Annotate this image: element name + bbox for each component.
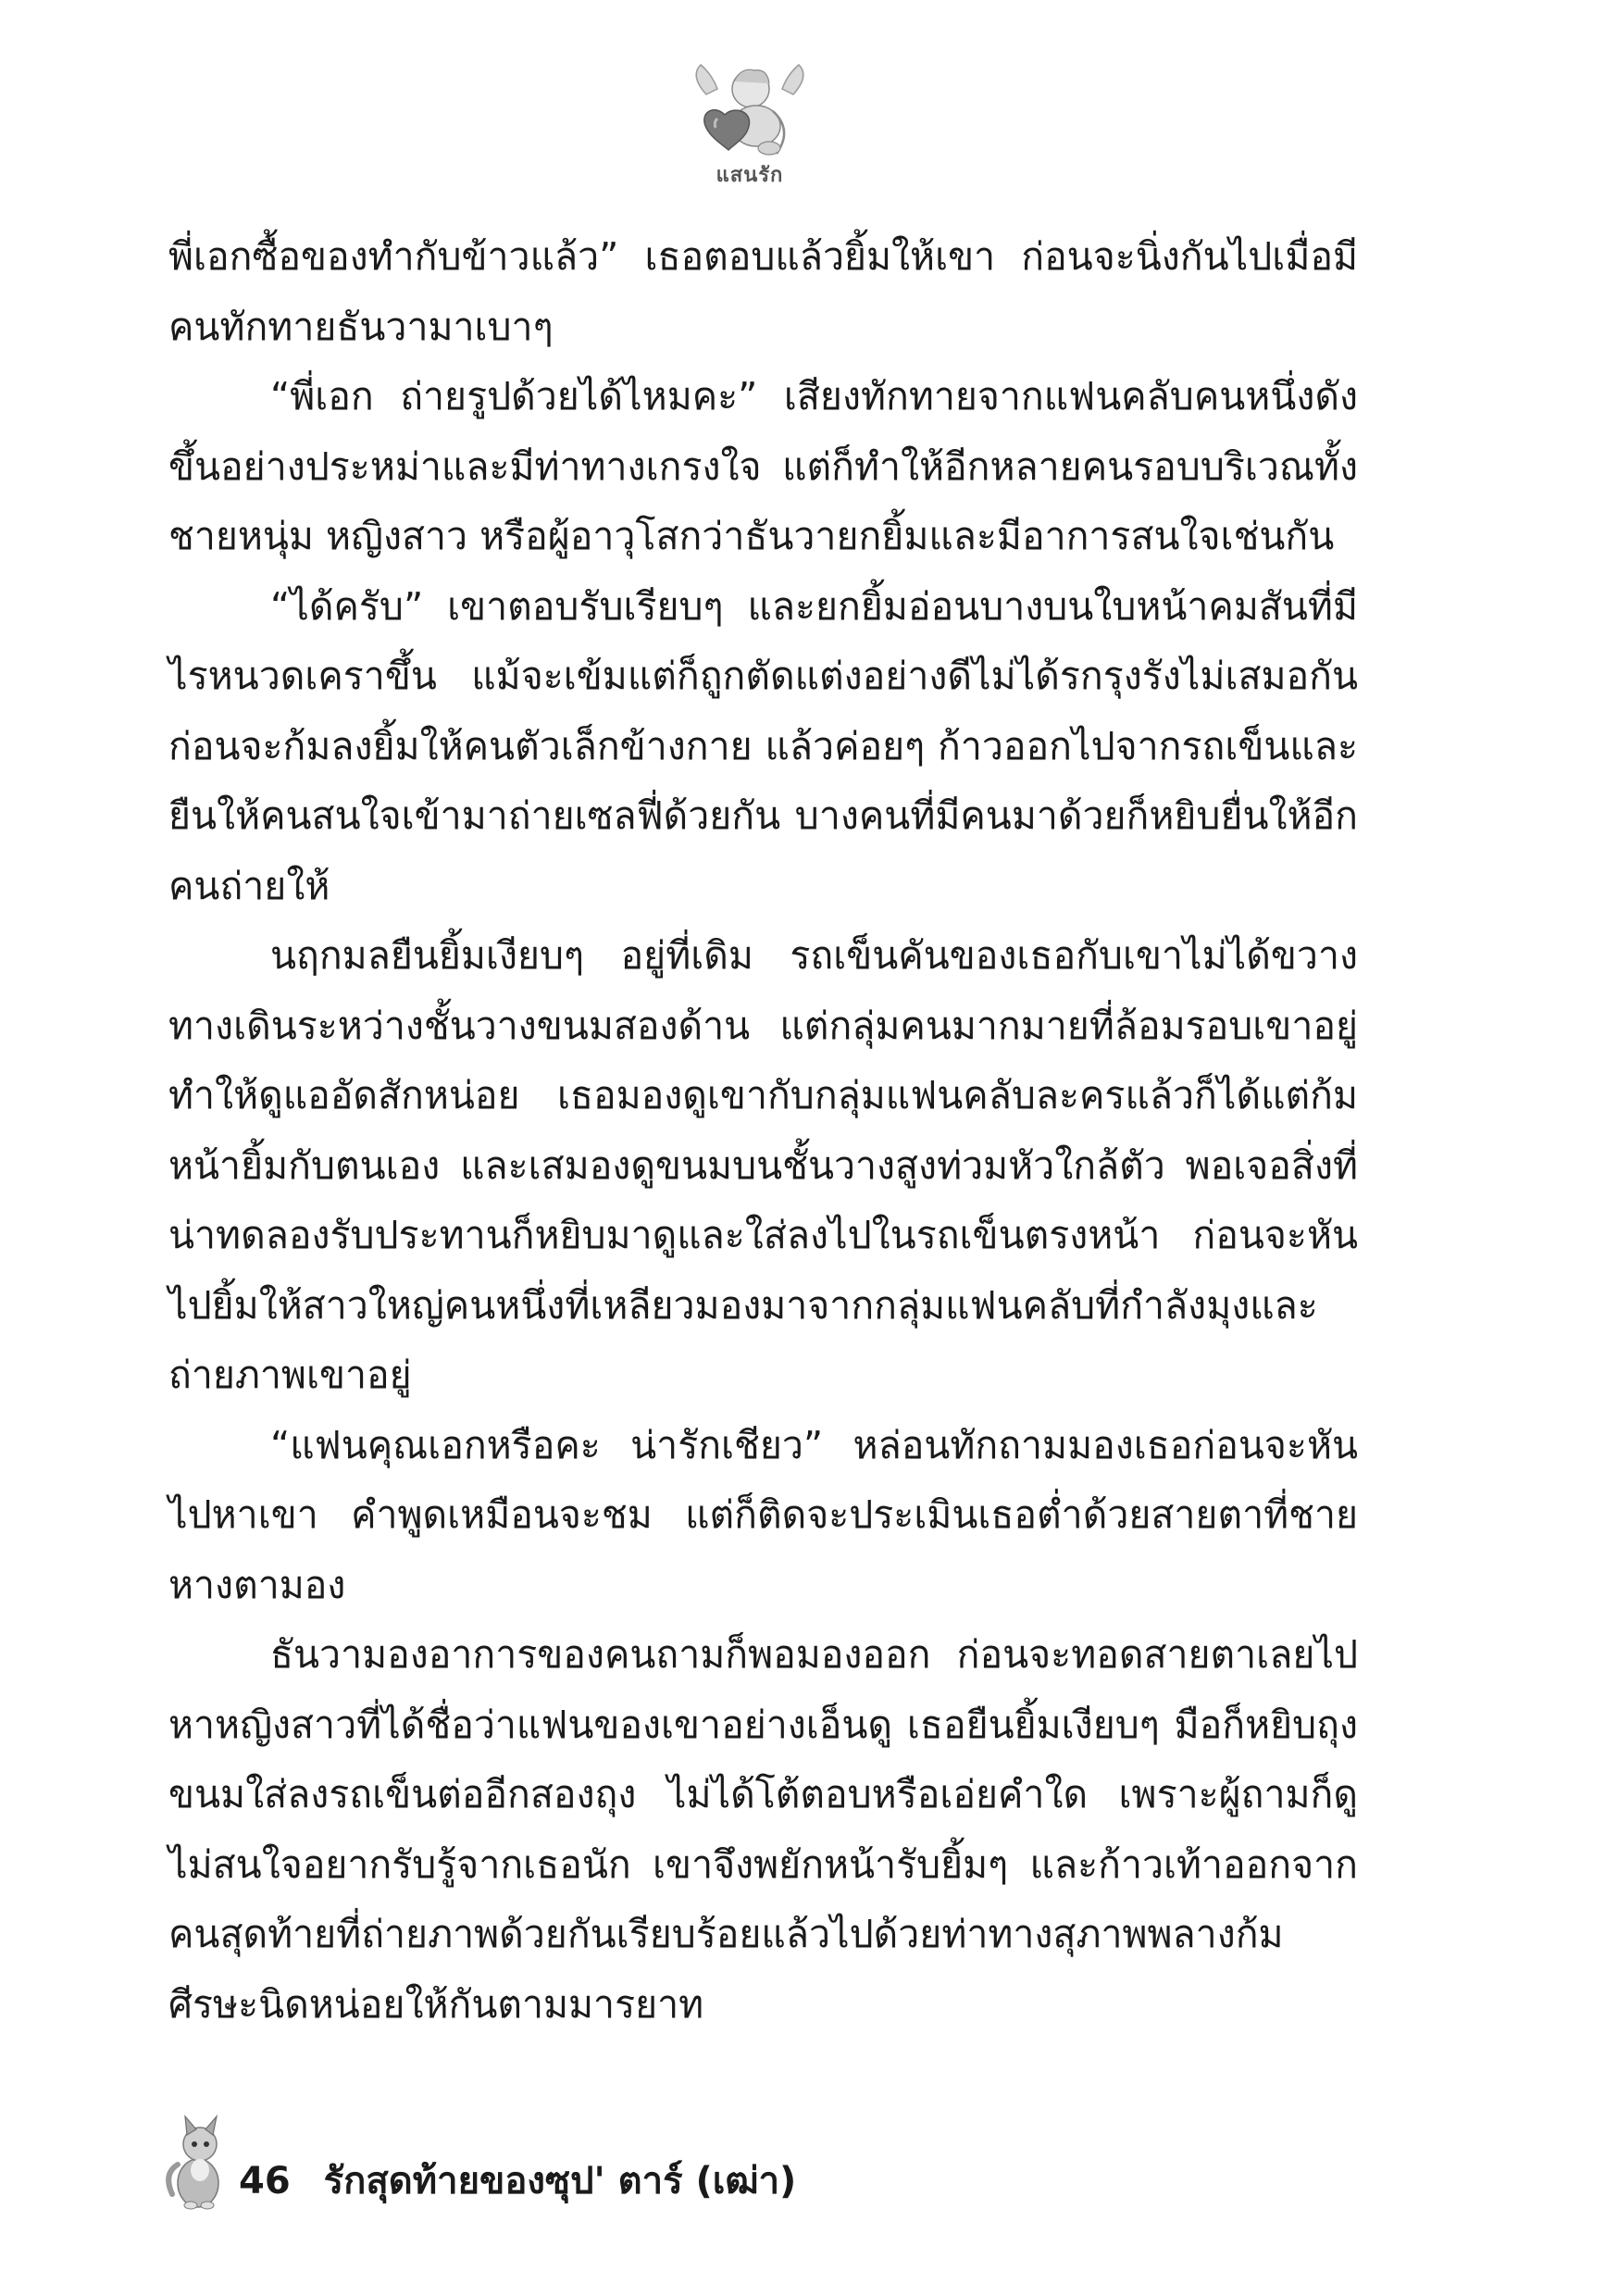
paragraph: ธันวามองอาการของคนถามก็พอมองออก ก่อนจะทอดสายตาเลยไปหาหญิงสาวที่ได้ชื่อว่าแฟนของเขาอย่างเอ็นดู เธอยืนยิ้มเงียบๆ มือก็หยิบถุงขนมใส่ลงรถเข็นต่ออีกสองถุง ไม่ได้โต้ตอบหรือเอ่ยคำใด เพราะผู้ถามก็ดูไม่สนใจอยากรับรู้จากเธอนัก เขาจึงพยักหน้ารับยิ้มๆ และก้าวเท้าออกจากคนสุดท้ายที่ถ่ายภาพด้วยกันเรียบร้อยแล้วไปด้วยท่าทางสุภาพพลางก้มศีรษะนิดหน่อยให้กันตามมารยาท [168, 1632, 1358, 2027]
paragraph: “พี่เอก ถ่ายรูปด้วยได้ไหมคะ” เสียงทักทายจากแฟนคลับคนหนึ่งดังขึ้นอย่างประหม่าและมีท่าทางเกรงใจ แต่ก็ทำให้อีกหลายคนรอบบริเวณทั้งชายหนุ่ม หญิงสาว หรือผู้อาวุโสกว่าธันวายกยิ้มและมีอาการสนใจเช่นกัน [168, 374, 1358, 558]
paragraph: นฤกมลยืนยิ้มเงียบๆ อยู่ที่เดิม รถเข็นคันของเธอกับเขาไม่ได้ขวางทางเดินระหว่างชั้นวางขนมสองด้าน แต่กลุ่มคนมากมายที่ล้อมรอบเขาอยู่ทำให้ดูแออัดสักหน่อย เธอมองดูเขากับกลุ่มแฟนคลับละครแล้วก็ได้แต่ก้มหน้ายิ้มกับตนเอง และเสมองดูขนมบนชั้นวางสูงท่วมหัวใกล้ตัว พอเจอสิ่งที่น่าทดลองรับประทานก็หยิบมาดูและใส่ลงไปในรถเข็นตรงหน้า ก่อนจะหันไปยิ้มให้สาวใหญ่คนหนึ่งที่เหลียวมองมาจากกลุ่มแฟนคลับที่กำลังมุงและถ่ายภาพเขาอยู่ [168, 933, 1358, 1397]
paragraph: “ได้ครับ” เขาตอบรับเรียบๆ และยกยิ้มอ่อนบางบนใบหน้าคมสันที่มีไรหนวดเคราขึ้น แม้จะเข้มแต่ก็ถูกตัดแต่งอย่างดีไม่ได้รกรุงรังไม่เสมอกันก่อนจะก้มลงยิ้มให้คนตัวเล็กข้างกาย แล้วค่อยๆ ก้าวออกไปจากรถเข็นและยืนให้คนสนใจเข้ามาถ่ายเซลฟี่ด้วยกัน บางคนที่มีคนมาด้วยก็หยิบยื่นให้อีกคนถ่ายให้ [168, 583, 1358, 908]
kitten-icon [165, 2109, 230, 2211]
body-text [168, 222, 1358, 2040]
paragraph: “แฟนคุณเอกหรือคะ น่ารักเชียว” หล่อนทักถามมองเธอก่อนจะหันไปหาเขา คำพูดเหมือนจะชม แต่ก็ติดจะประเมินเธอต่ำด้วยสายตาที่ชายหางตามอง [168, 1422, 1358, 1607]
paragraph: พี่เอกซื้อของทำกับข้าวแล้ว” เธอตอบแล้วยิ้มให้เขา ก่อนจะนิ่งกันไปเมื่อมีคนทักทายธันวามาเบาๆ [168, 234, 1358, 349]
publisher-logo [680, 57, 819, 189]
page-number: 46 [239, 2160, 291, 2202]
page-footer [165, 2109, 796, 2211]
book-title: รักสุดท้ายของซุป' ตาร์ (เฒ่า) [323, 2160, 797, 2202]
logo-text: แสนรัก [716, 164, 784, 187]
